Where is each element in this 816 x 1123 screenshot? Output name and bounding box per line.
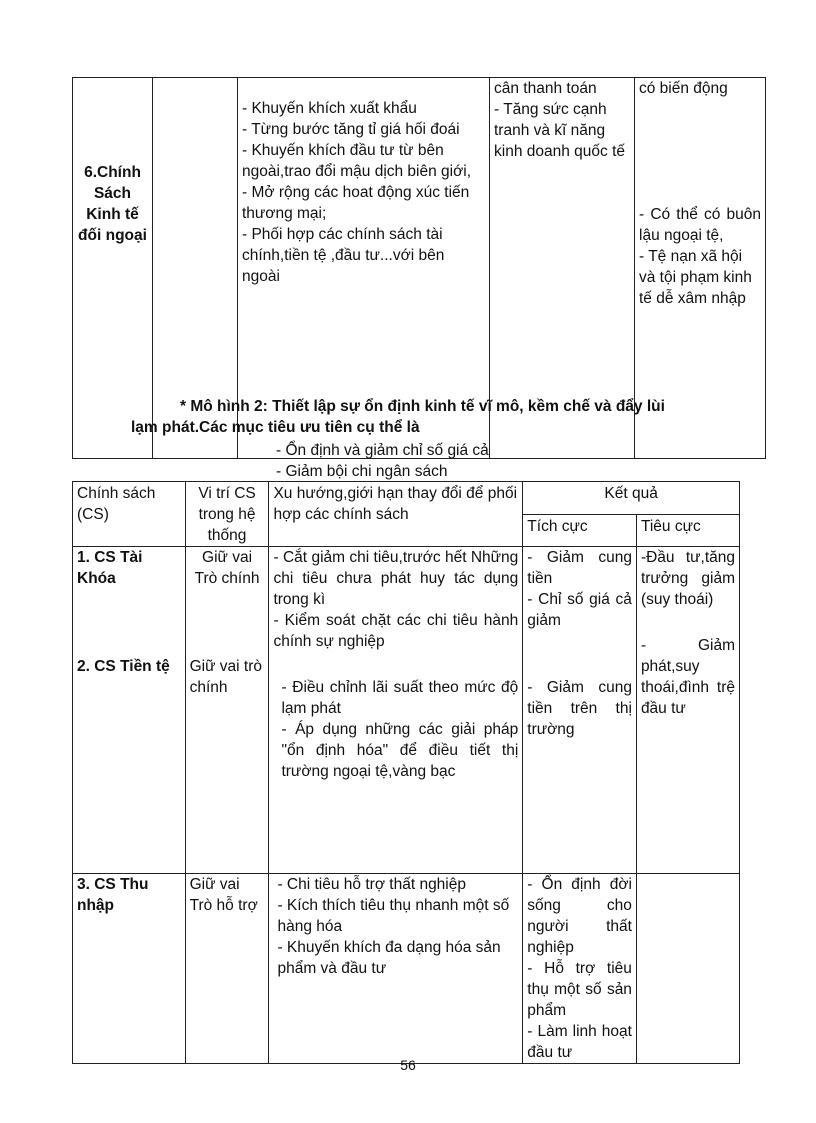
positive-item: - Chỉ số giá cả giảm <box>527 591 632 629</box>
table-row <box>73 874 740 1064</box>
negative-item: - Giảm phát,suy thoái,đình trệ đầu tư <box>640 637 735 717</box>
positive-item: - Tăng sức cạnh tranh và kĩ năng kinh doanh quốc tế <box>494 101 625 160</box>
trend-item: - Chi tiêu hỗ trợ thất nghiệp <box>277 876 466 893</box>
goal-item: - Giảm bội chi ngân sách <box>276 463 448 480</box>
measure-item: - Mở rộng các hoat động xúc tiến thương mại; <box>242 184 470 222</box>
measure-item: - Khuyến khích đầu tư từ bên ngoài,trao đổi mậu dịch biên giới, <box>242 142 472 180</box>
positive-item: - Ổn định đời sống cho người thất nghiệp <box>527 876 632 956</box>
model-2-policy-table <box>72 481 740 1064</box>
measure-item: - Từng bước tăng tỉ giá hối đoái <box>242 121 460 138</box>
trend-item: - Khuyến khích đa dạng hóa sản phẩm và đầu tư <box>277 939 501 977</box>
policy-title: 6.Chính Sách Kinh tế đối ngoại <box>73 78 153 459</box>
positive-item: - Giảm cung tiền <box>527 549 632 587</box>
policy-name: 1. CS Tài Khóa <box>77 549 143 587</box>
positive-item: cân thanh toán <box>494 80 597 97</box>
positive-item: - Giảm cung tiền trên thị trường <box>527 679 632 738</box>
table-row <box>73 547 740 874</box>
header-policy: Chính sách (CS) <box>73 482 186 547</box>
table-header-row <box>73 482 740 515</box>
measure-item: - Phối hợp các chính sách tài chính,tiền tệ ,đầu tư...với bên ngoài <box>242 226 445 285</box>
heading-line: lạm phát.Các mục tiêu ưu tiên cụ thể là <box>131 419 420 436</box>
positive-item: - Làm linh hoạt đầu tư <box>527 1023 632 1061</box>
trend-item: - Kiểm soát chặt các chi tiêu hành chính sự nghiệp <box>273 612 519 650</box>
positive-item: - Hỗ trợ tiêu thụ một số sản phẩm <box>527 960 632 1019</box>
trend-item: - Điều chỉnh lãi suất theo mức độ lạm phát <box>281 679 519 717</box>
model-heading <box>0 396 816 438</box>
header-trend: Xu hướng,giới hạn thay đổi để phối hợp các chính sách <box>269 482 523 547</box>
trend-item: - Cắt giảm chi tiêu,trước hết Những chi tiêu chưa phát huy tác dụng trong kì <box>273 549 519 608</box>
trend-item: - Kích thích tiêu thụ nhanh một số hàng hóa <box>277 897 510 935</box>
negative-item: - Có thể có buôn lậu ngoại tệ, <box>639 206 761 244</box>
goal-item: - Ổn định và giảm chỉ số giá cả <box>276 442 489 459</box>
negative-item: -Đầu tư,tăng trưởng giảm (suy thoái) <box>640 549 735 608</box>
trend-item: - Áp dụng những các giải pháp "ổn định hóa" để điều tiết thị trường ngoại tệ,vàng bạc <box>281 721 519 780</box>
header-positive: Tích cực <box>523 514 637 547</box>
header-negative: Tiêu cực <box>636 514 739 547</box>
heading-line: * Mô hình 2: Thiết lập sự ổn định kinh tế vĩ mô, kềm chế và đẩy lùi <box>180 398 665 415</box>
policy-name: 2. CS Tiền tệ <box>77 658 170 675</box>
header-position: Vi trí CS trong hệ thống <box>185 482 269 547</box>
page-number: 56 <box>400 1057 416 1073</box>
measure-item: - Khuyến khích xuất khẩu <box>242 100 417 117</box>
negative-item <box>636 874 739 1064</box>
policy-position: Giữ vai trò chính <box>189 658 262 696</box>
policy-name: 3. CS Thu nhập <box>73 874 186 1064</box>
negative-item: - Tệ nạn xã hội và tội phạm kinh tế dễ xâm nhập <box>639 248 752 307</box>
policy-position: Giữ vai Trò hỗ trợ <box>185 874 269 1064</box>
policy-position: Giữ vai Trò chính <box>194 549 260 587</box>
negative-item: có biến động <box>639 80 728 97</box>
header-result: Kết quả <box>523 482 740 515</box>
goal-list <box>276 440 489 482</box>
